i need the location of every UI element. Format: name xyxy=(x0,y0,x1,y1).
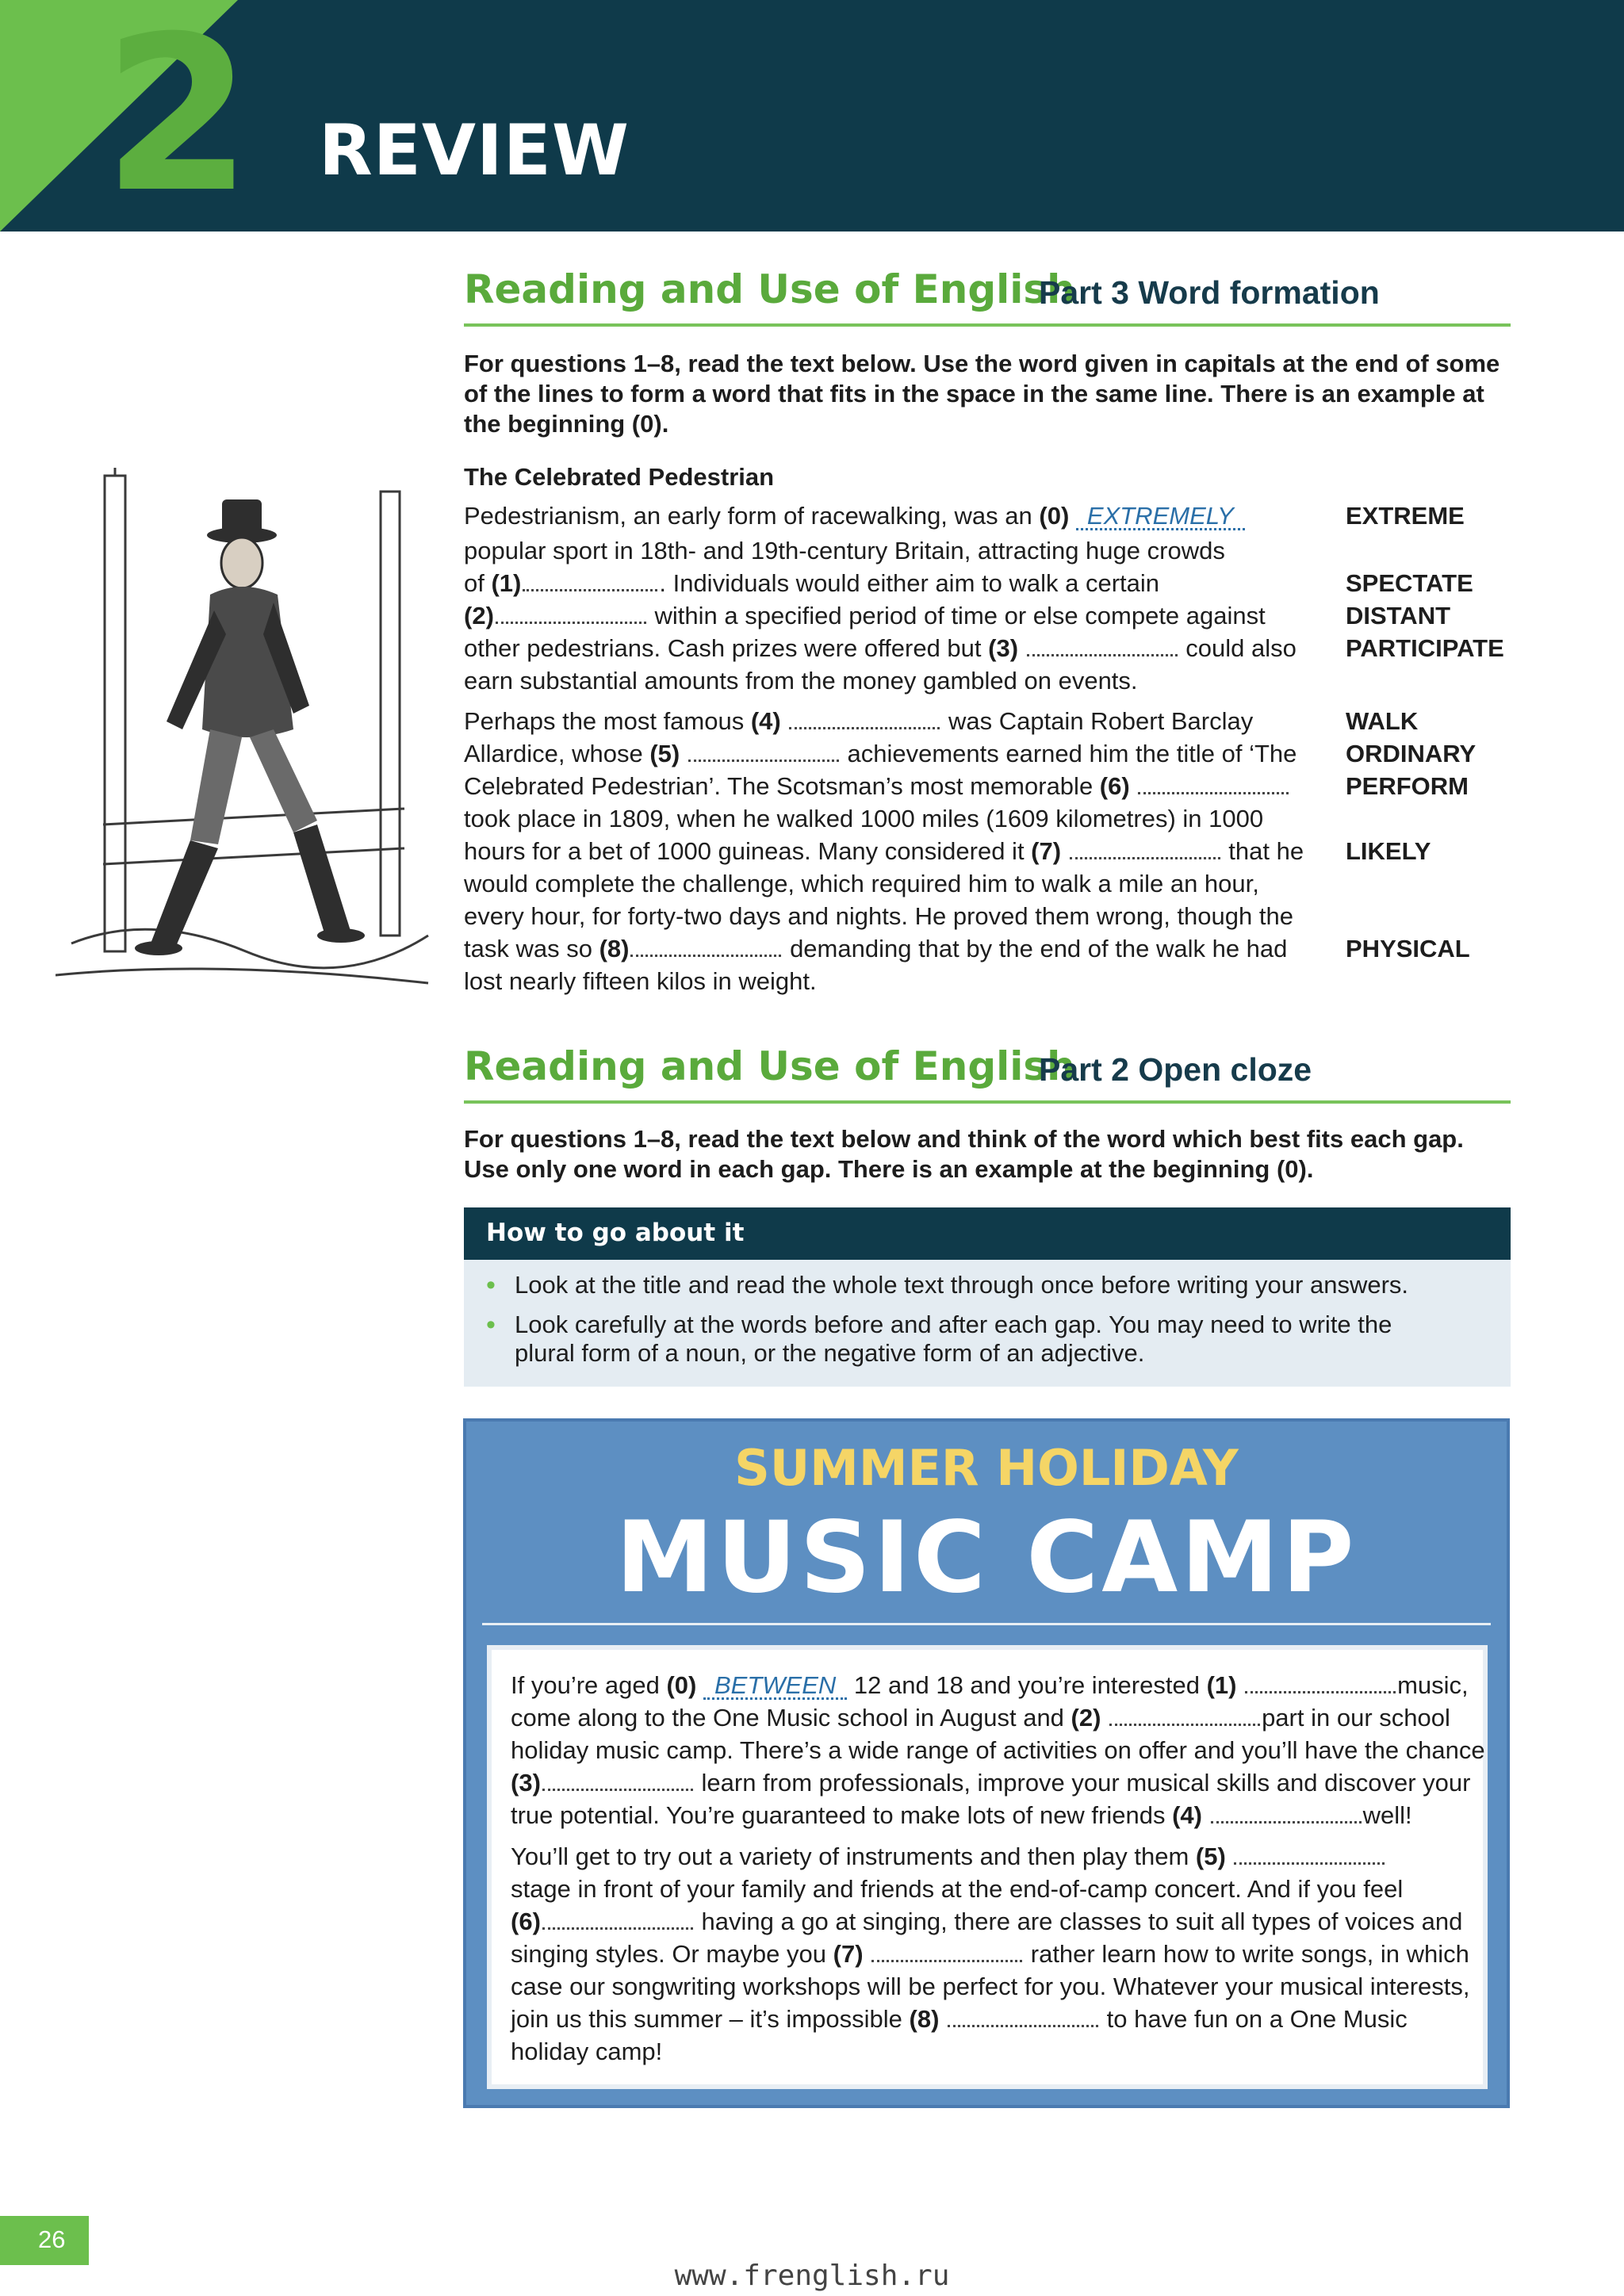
text-line: of (1) . Individuals would either aim to walk a certain xyxy=(464,569,1160,597)
keyword: LIKELY xyxy=(1346,837,1431,865)
text-line: every hour, for forty-two days and nights. He proved them wrong, though the xyxy=(464,902,1293,930)
answer-gap-1[interactable] xyxy=(1245,1680,1396,1693)
camp-text-box xyxy=(487,1645,1488,2089)
story-title: The Celebrated Pedestrian xyxy=(464,463,775,491)
tip-item: • Look at the title and read the whole text through once before writing your answers. xyxy=(515,1271,1490,1299)
example-answer: BETWEEN xyxy=(703,1674,847,1700)
text-line: You’ll get to try out a variety of instruments and then play them (5) xyxy=(511,1840,1470,1873)
text-line: Pedestrianism, an early form of racewalking, was an (0) EXTREMELY xyxy=(464,499,1257,532)
answer-gap-4[interactable] xyxy=(789,716,940,729)
tip-item-continued: plural form of a noun, or the negative form of an adjective. xyxy=(515,1339,1145,1367)
answer-gap-5[interactable] xyxy=(1234,1851,1385,1865)
section-part: Part 3 Word formation xyxy=(1039,274,1380,311)
answer-gap-6[interactable] xyxy=(1138,781,1289,794)
keyword: ORDINARY xyxy=(1346,740,1477,767)
instructions-open-cloze: For questions 1–8, read the text below and think of the word which best fits each gap. Use only one word in each gap. There is an example at the beginning (0). xyxy=(464,1125,1464,1183)
answer-gap-2[interactable] xyxy=(1109,1712,1260,1726)
camp-divider xyxy=(482,1623,1491,1625)
answer-gap-6[interactable] xyxy=(542,1916,693,1930)
section-heading-open-cloze xyxy=(464,1043,1511,1104)
text-line: lost nearly fifteen kilos in weight. xyxy=(464,967,817,995)
text-line: come along to the One Music school in August and (2) part in our school xyxy=(511,1704,1450,1732)
walking-man-illustration xyxy=(56,468,432,999)
section-part: Part 2 Open cloze xyxy=(1039,1051,1312,1088)
answer-gap-4[interactable] xyxy=(1211,1810,1362,1823)
answer-gap-7[interactable] xyxy=(1070,846,1220,859)
section-title: Reading and Use of English xyxy=(464,1043,1075,1089)
keyword: SPECTATE xyxy=(1346,569,1473,597)
text-line: true potential. You’re guaranteed to make lots of new friends (4) well! xyxy=(511,1801,1412,1829)
answer-gap-1[interactable] xyxy=(523,578,657,591)
answer-gap-2[interactable] xyxy=(496,610,646,624)
answer-gap-7[interactable] xyxy=(871,1949,1022,1962)
page-number: 26 xyxy=(38,2225,66,2253)
answer-gap-5[interactable] xyxy=(688,748,839,762)
text-line: holiday music camp. There’s a wide range of activities on offer and you’ll have the chance xyxy=(511,1736,1485,1764)
camp-title: MUSIC CAMP xyxy=(615,1501,1358,1615)
keyword: PERFORM xyxy=(1346,772,1469,800)
camp-subtitle: SUMMER HOLIDAY xyxy=(734,1439,1239,1497)
howto-header xyxy=(464,1207,1511,1260)
keyword: DISTANT xyxy=(1346,602,1451,629)
text-line: case our songwriting workshops will be perfect for you. Whatever your musical interests, xyxy=(511,1973,1470,2000)
text-line: holiday camp! xyxy=(511,2038,663,2065)
text-line: popular sport in 18th- and 19th-century Britain, attracting huge crowds xyxy=(464,537,1225,564)
howto-tips xyxy=(464,1260,1511,1387)
text-line: (6) having a go at singing, there are classes to suit all types of voices and xyxy=(511,1908,1463,1935)
header-banner xyxy=(0,0,1624,239)
answer-gap-8[interactable] xyxy=(948,2014,1098,2027)
answer-gap-3[interactable] xyxy=(1027,643,1178,656)
text-line: would complete the challenge, which required him to walk a mile an hour, xyxy=(464,870,1259,897)
tip-item: • Look carefully at the words before and after each gap. You may need to write the xyxy=(515,1311,1490,1339)
keyword: PARTICIPATE xyxy=(1346,634,1504,662)
text-line: Celebrated Pedestrian’. The Scotsman’s most memorable (6) xyxy=(464,770,1257,802)
text-line: join us this summer – it’s impossible (8) to have fun on a One Music xyxy=(511,2005,1408,2033)
unit-number: 2 xyxy=(103,0,247,239)
text-line: stage in front of your family and friends at the end-of-camp concert. And if you feel xyxy=(511,1875,1404,1903)
text-line: Allardice, whose (5) achievements earned him the title of ‘The xyxy=(464,740,1297,767)
keyword: WALK xyxy=(1346,707,1419,735)
text-line: other pedestrians. Cash prizes were offered but (3) could also xyxy=(464,634,1297,662)
keyword: PHYSICAL xyxy=(1346,935,1470,962)
text-line: If you’re aged (0) BETWEEN 12 and 18 and you’re interested (1) music, xyxy=(511,1671,1469,1699)
text-line: task was so (8) demanding that by the end of the walk he had xyxy=(464,935,1288,962)
music-camp-panel xyxy=(463,1418,1510,2108)
section-heading-word-formation xyxy=(464,266,1511,327)
answer-gap-8[interactable] xyxy=(630,943,781,957)
example-answer: EXTREMELY xyxy=(1076,504,1245,530)
text-line: (3) learn from professionals, improve your musical skills and discover your xyxy=(511,1769,1471,1797)
answer-gap-3[interactable] xyxy=(542,1777,693,1791)
text-line: took place in 1809, when he walked 1000 miles (1609 kilometres) in 1000 xyxy=(464,805,1264,832)
watermark: www.frenglish.ru xyxy=(674,2260,950,2292)
text-line: singing styles. Or maybe you (7) rather learn how to write songs, in which xyxy=(511,1940,1469,1968)
text-line: earn substantial amounts from the money gambled on events. xyxy=(464,667,1138,695)
text-line: Perhaps the most famous (4) was Captain Robert Barclay xyxy=(464,707,1254,735)
keyword: EXTREME xyxy=(1346,502,1465,530)
text-line: (2) within a specified period of time or else compete against xyxy=(464,602,1266,629)
instructions-word-formation: For questions 1–8, read the text below. Use the word given in capitals at the end of some of the lines to form a word that fits in the space in the same line. There is an example at the beginning (0). xyxy=(464,350,1500,438)
section-title: Reading and Use of English xyxy=(464,266,1075,312)
page-title: REVIEW xyxy=(319,109,630,191)
text-line: hours for a bet of 1000 guineas. Many considered it (7) that he xyxy=(464,837,1304,865)
page-number-badge xyxy=(0,2216,89,2265)
howto-title: How to go about it xyxy=(486,1219,745,1247)
